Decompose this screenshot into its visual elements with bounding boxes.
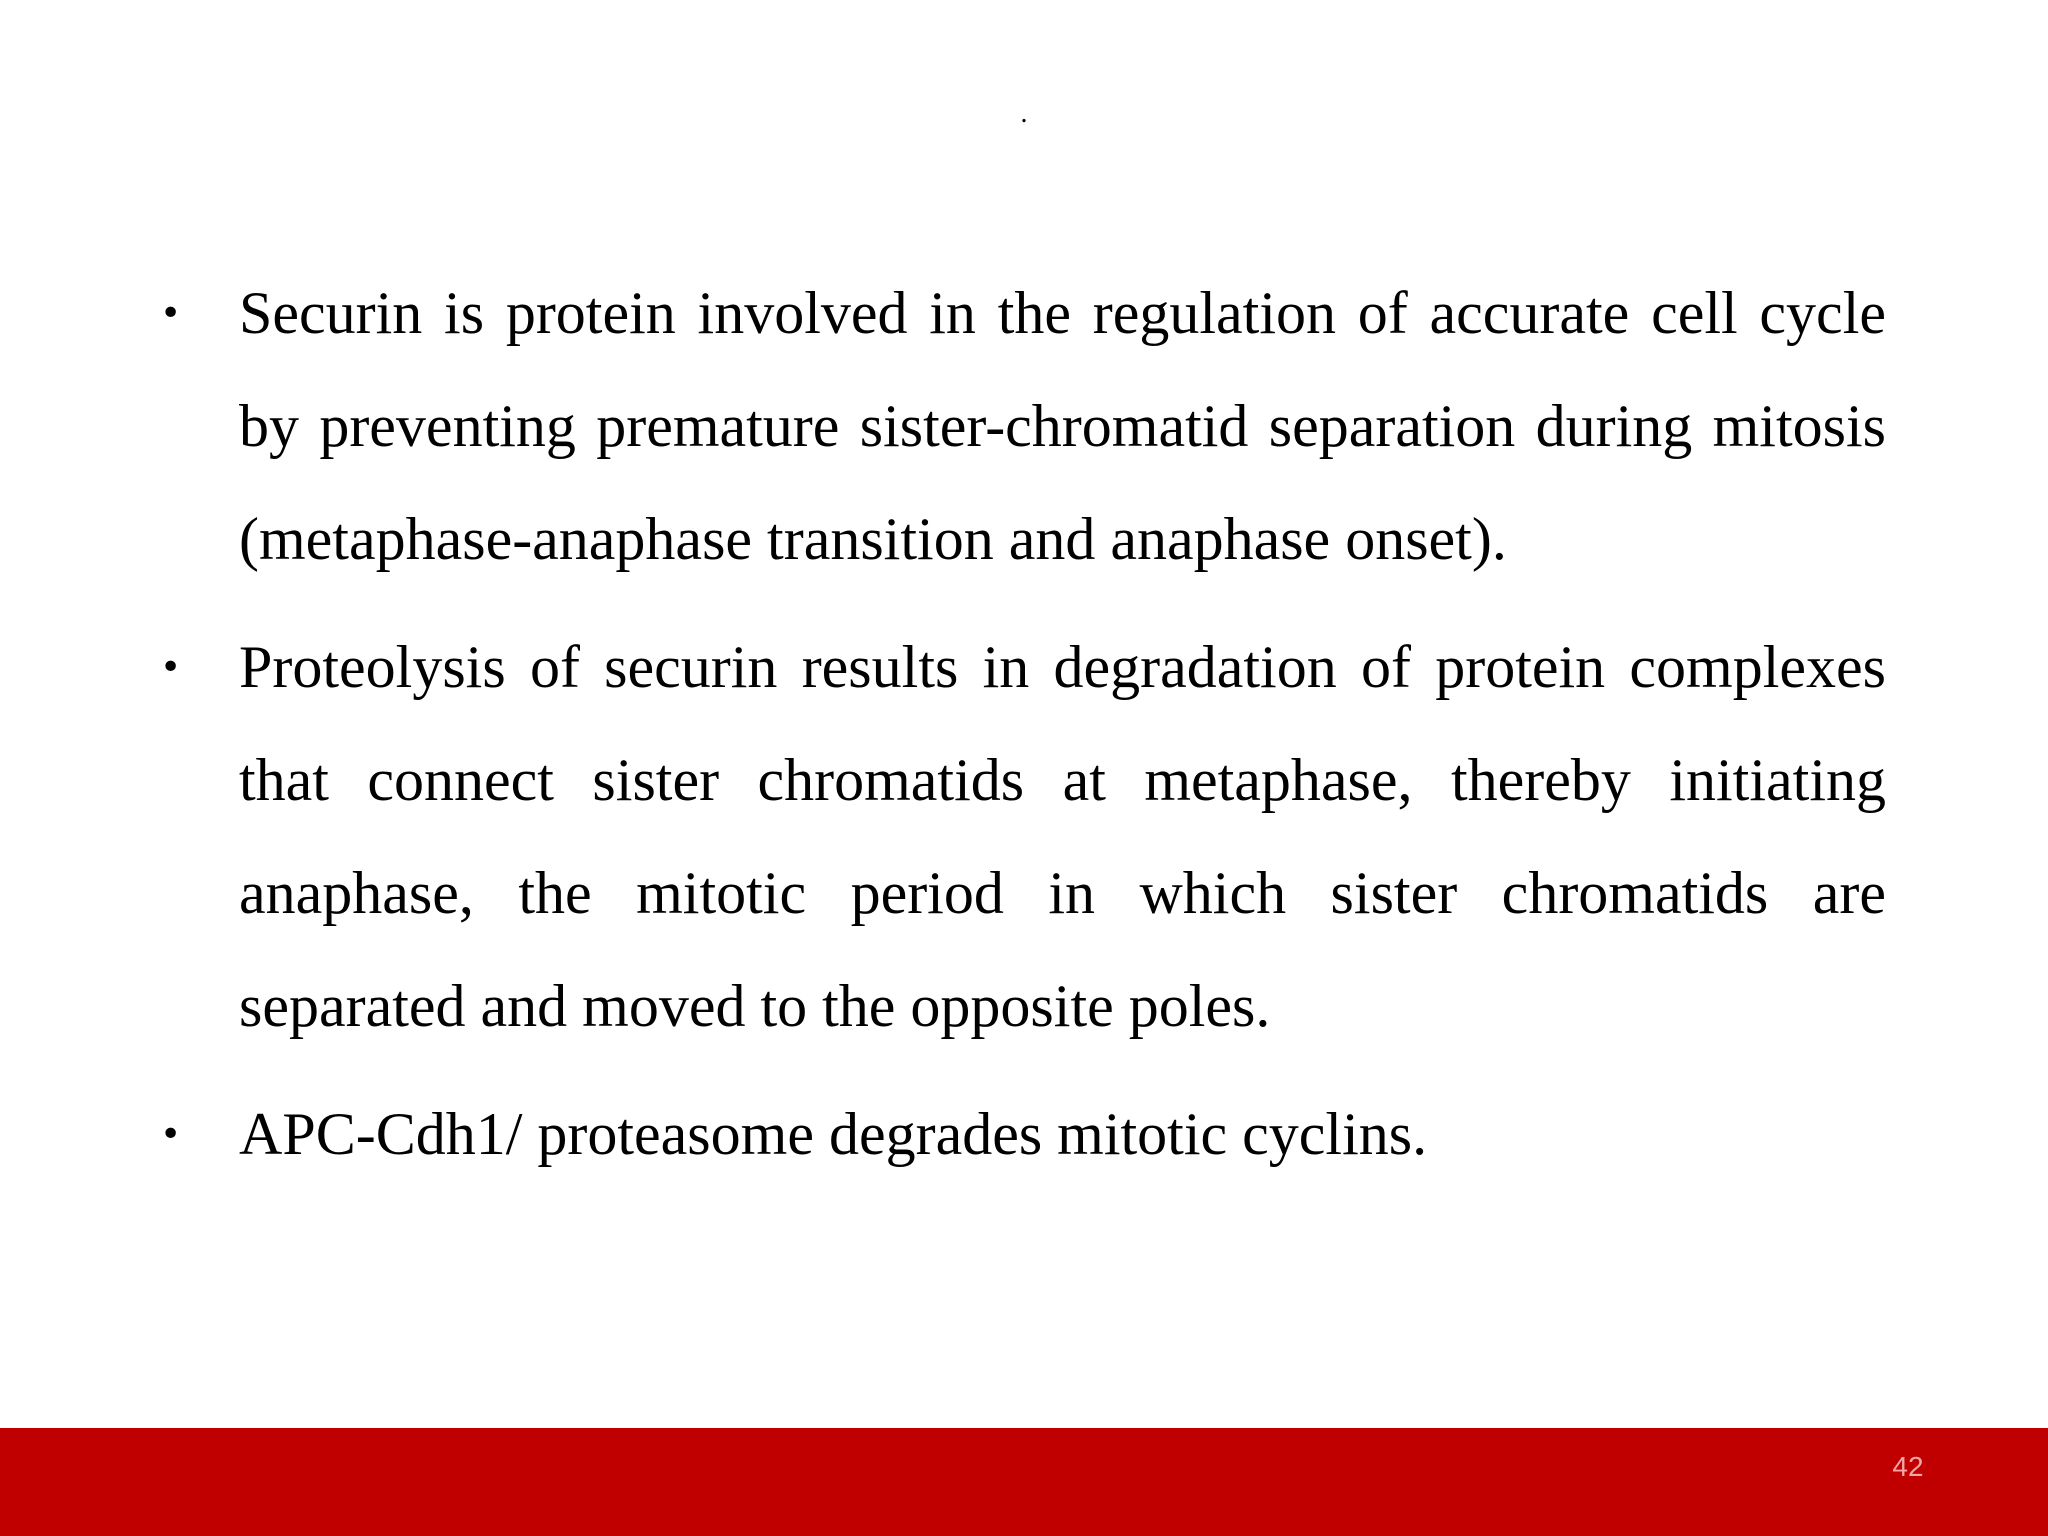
- bullet-icon: •: [160, 293, 182, 334]
- footer-bar: [0, 1428, 2048, 1536]
- bullet-icon: •: [160, 1114, 182, 1155]
- bullet-icon: •: [160, 647, 182, 688]
- bullet-item: [160, 611, 1886, 1063]
- bullet-text: Securin is protein involved in the regulation of accurate cell cycle by preventing premature sister-chromatid separation during mitosis (metaphase-anaphase transition and anaphase onset).: [239, 280, 1886, 572]
- page-number: 42: [1892, 1451, 1924, 1482]
- bullet-item: [160, 1078, 1886, 1191]
- bullet-item: [160, 257, 1886, 596]
- slide-title: .: [1020, 98, 1028, 129]
- bullet-list: [160, 257, 1886, 1206]
- bullet-text: Proteolysis of securin results in degradation of protein complexes that connect sister chromatids at metaphase, thereby initiating anaphase, the mitotic period in which sister chromatids are separated and moved to the opposite poles.: [239, 634, 1886, 1039]
- bullet-text: APC-Cdh1/ proteasome degrades mitotic cyclins.: [239, 1101, 1428, 1167]
